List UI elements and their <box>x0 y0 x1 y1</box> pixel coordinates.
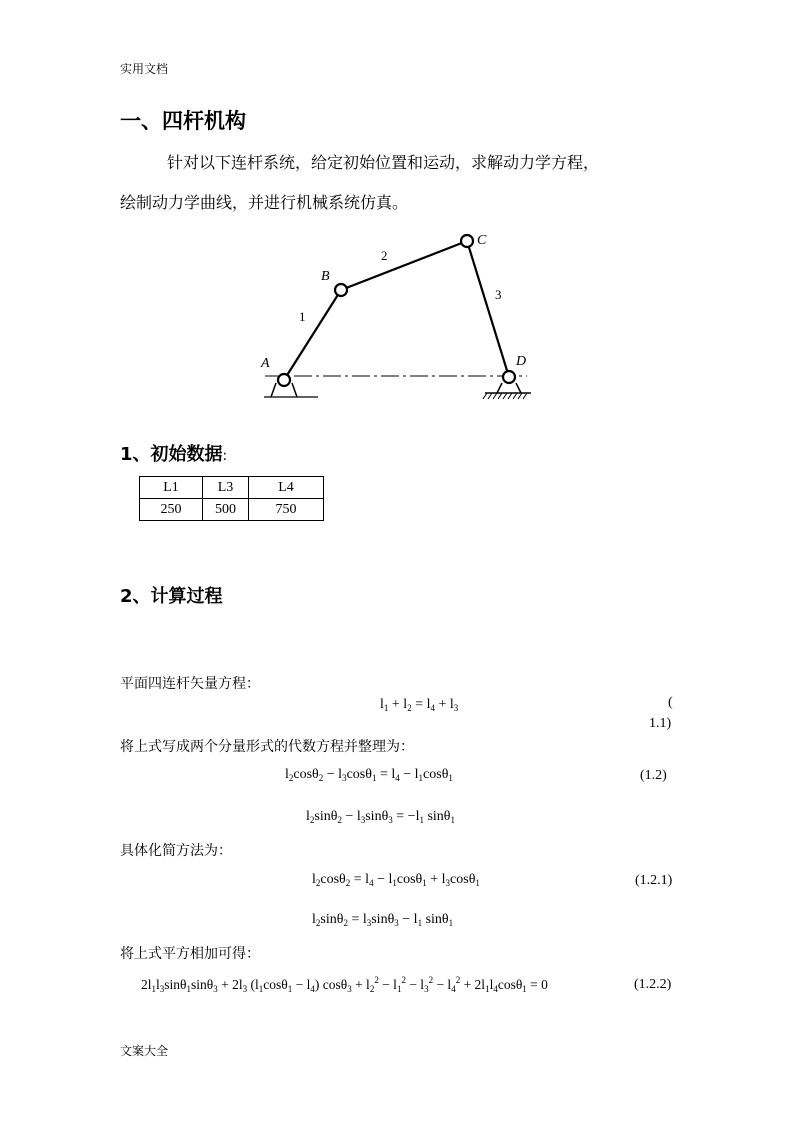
label-a: A <box>261 356 270 371</box>
table-header-row <box>140 477 324 499</box>
joint-c <box>461 235 473 247</box>
initial-data-table <box>139 476 324 521</box>
table-cell: 750 <box>249 499 324 521</box>
joint-b <box>335 284 347 296</box>
calc-heading: 2、计算过程 <box>120 586 223 607</box>
table-cell: 250 <box>140 499 203 521</box>
label-link-1: 1 <box>299 309 306 324</box>
page-header: 实用文档 <box>120 62 169 76</box>
joint-d <box>503 371 515 383</box>
table-header-cell: L4 <box>249 477 324 499</box>
eq-1-2-number: (1.2) <box>640 768 667 783</box>
equation-1-1: $l_1 + l_2 = l_4 + l_3$ <box>380 697 459 713</box>
label-c: C <box>477 233 487 248</box>
joint-a <box>278 374 290 386</box>
label-link-3: 3 <box>495 287 502 302</box>
support-d <box>483 383 531 399</box>
eq-1-1-number-open: ( <box>668 695 673 710</box>
label-b: B <box>321 269 330 284</box>
equation-1-2-b: $l_2\sin\theta_2 - l_3\sin\theta_3 = -l_1$ sinθ$_1$ <box>306 809 456 825</box>
support-a <box>264 383 318 397</box>
table-row <box>140 499 324 521</box>
page-footer: 文案大全 <box>120 1044 169 1058</box>
intro-line-2: 绘制动力学曲线，并进行机械系统仿真。 <box>120 193 409 212</box>
section-title: 一、四杆机构 <box>120 109 246 133</box>
intro-line-1: 针对以下连杆系统，给定初始位置和运动，求解动力学方程， <box>167 153 600 172</box>
eq-1-2-2-number: (1.2.2) <box>634 977 672 992</box>
equation-1-2-1-a: $l_2\cos\theta_2 = l_4 - l_1\cos\theta_1 + l_3\cos\theta_1$ <box>312 872 480 888</box>
equation-1-2-2: $2l_1l_3\sin\theta_1\sin\theta_3 + 2l_3$ $(l_1\cos\theta_1 - l_4) \cos\theta_3 + l_2^2 - l_1^2 - l_3^2 - l_4^2 + 2l_1l_4\cos\theta_1 = 0$ <box>141 975 548 994</box>
table-header-cell: L1 <box>140 477 203 499</box>
component-label: 将上式写成两个分量形式的代数方程并整理为： <box>120 739 414 755</box>
equation-1-2-a: $l_2\cos\theta_2 - l_3\cos\theta_1 = l_4 - l_1\cos\theta_1$ <box>285 767 453 783</box>
link-1 <box>284 290 341 380</box>
square-add-label: 将上式平方相加可得： <box>120 946 260 962</box>
eq-1-2-1-number: (1.2.1) <box>635 873 673 888</box>
link-2 <box>341 241 467 290</box>
table-cell: 500 <box>203 499 249 521</box>
simplify-label: 具体化简方法为： <box>120 843 232 859</box>
link-3 <box>467 241 509 377</box>
equation-1-2-1-b: $l_2\sin\theta_2 = l_3\sin\theta_3 - l_1$ sinθ$_1$ <box>312 912 454 928</box>
four-bar-linkage-diagram <box>255 225 540 405</box>
label-link-2: 2 <box>381 248 388 263</box>
vector-eq-label: 平面四连杆矢量方程： <box>120 676 260 692</box>
initial-data-heading: 1、初始数据: <box>120 444 228 465</box>
eq-1-1-number-close: 1.1) <box>649 716 672 731</box>
table-header-cell: L3 <box>203 477 249 499</box>
label-d: D <box>516 354 527 369</box>
